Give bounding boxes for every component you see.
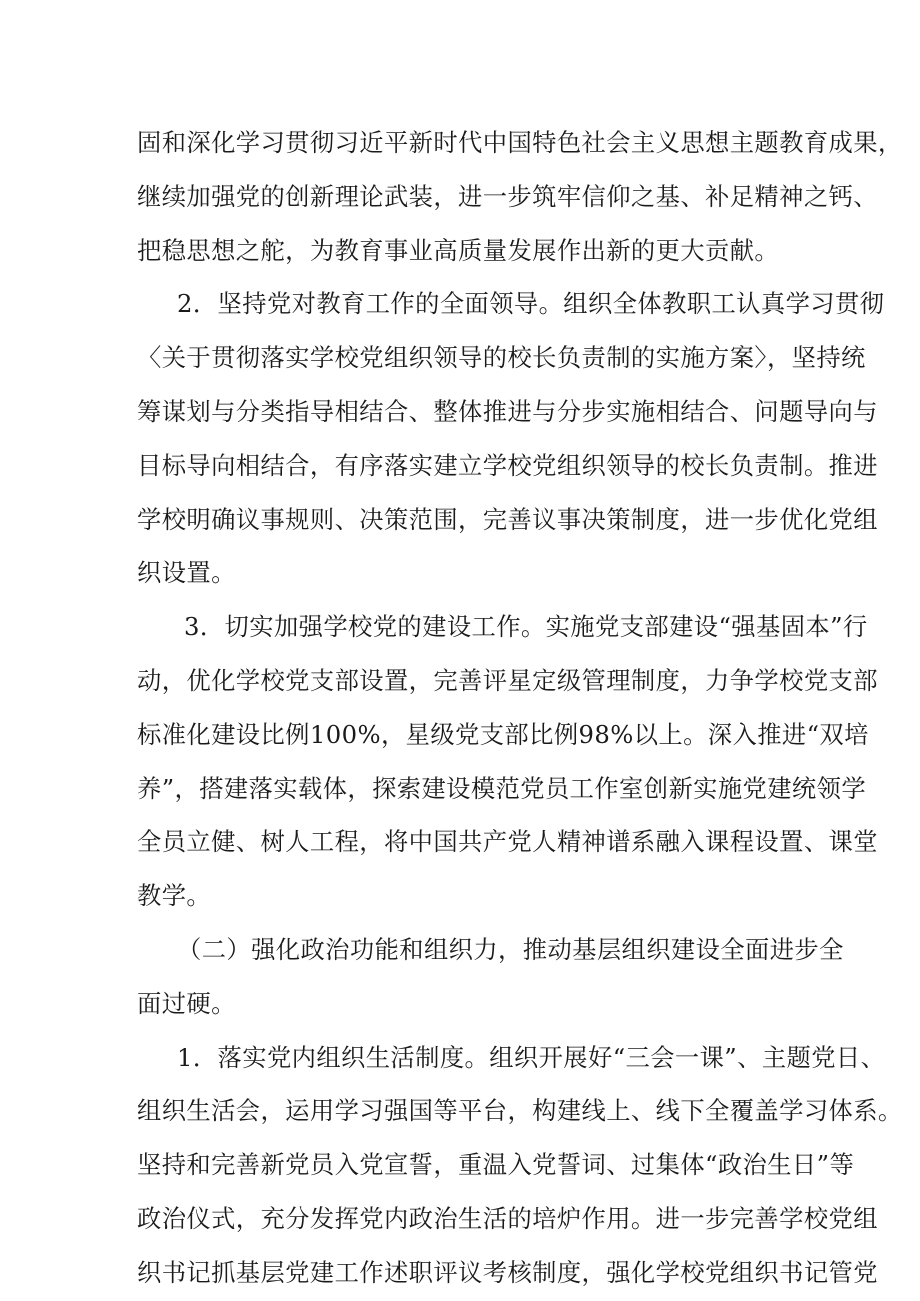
text-line: 政治仪式，充分发挥党内政治生活的培炉作用。进一步完善学校党组 [137,1203,878,1233]
paragraph-continuation [137,116,903,277]
text-line: 全员立健、树人工程，将中国共产党人精神谱系融入课程设置、课堂 [137,827,878,857]
paragraph-item-3 [137,600,878,923]
text-line: 动，优化学校党支部设置，完善评星定级管理制度，力争学校党支部 [137,665,878,695]
text-line: 织书记抓基层党建工作述职评议考核制度，强化学校党组织书记管党 [137,1257,878,1287]
section-heading-2 [137,923,844,1031]
text-line: 组织生活会，运用学习强国等平台，构建线上、线下全覆盖学习体系。 [137,1096,903,1126]
text-line: 2．坚持党对教育工作的全面领导。组织全体教职工认真学习贯彻 [177,289,885,319]
text-line: 养”，搭建落实载体，探索建设模范党员工作室创新实施党建统领学 [137,773,867,803]
text-line: 目标导向相结合，有序落实建立学校党组织领导的校长负责制。推进 [137,450,878,480]
text-line: 继续加强党的创新理论武装，进一步筑牢信仰之基、补足精神之钙、 [137,181,878,211]
text-line: 1．落实党内组织生活制度。组织开展好“三会一课”、主题党日、 [177,1042,886,1072]
document-body [137,116,903,1300]
text-line: 把稳思想之舵，为教育事业高质量发展作出新的更大贡献。 [137,235,780,265]
text-line: 坚持和完善新党员入党宣誓，重温入党誓词、过集体“政治生日”等 [137,1150,855,1180]
text-line: 3．切实加强学校党的建设工作。实施党支部建设“强基固本”行 [184,612,868,642]
text-line: 教学。 [137,881,212,911]
text-line: 〈关于贯彻落实学校党组织领导的校长负责制的实施方案〉，坚持统 [137,343,866,373]
text-line: 面过硬。 [137,988,236,1018]
text-line: （二）强化政治功能和组织力，推动基层组织建设全面进步全 [177,934,844,964]
text-line: 标准化建设比例100%，星级党支部比例98%以上。深入推进“双培 [137,719,869,749]
paragraph-item-1 [137,1031,903,1300]
paragraph-item-2 [137,277,885,600]
text-line: 固和深化学习贯彻习近平新时代中国特色社会主义思想主题教育成果， [137,128,903,157]
text-line: 织设置。 [137,558,236,588]
text-line: 学校明确议事规则、决策范围，完善议事决策制度，进一步优化党组 [137,504,878,534]
text-line: 筹谋划与分类指导相结合、整体推进与分步实施相结合、问题导向与 [137,396,878,426]
